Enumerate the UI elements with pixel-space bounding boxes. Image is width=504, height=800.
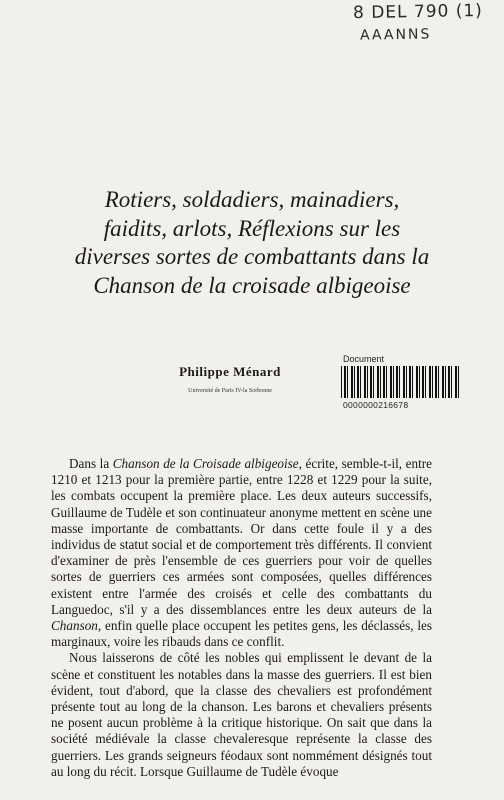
title-line: Rotiers, soldadiers, mainadiers, bbox=[104, 187, 400, 212]
title-line: diverses sortes de combattants dans la bbox=[74, 244, 430, 269]
label-title: Document bbox=[343, 354, 385, 364]
text-run: , enfin quelle place occupent les petites gens, les déclassés, les marginaux, voire les ribauds dans ce conflit. bbox=[51, 618, 432, 650]
author-affiliation: Université de Paris IV-la Sorbonne bbox=[188, 388, 272, 394]
document-label bbox=[341, 354, 461, 414]
italic-title: Chanson de la Croisade albigeoise bbox=[112, 456, 299, 471]
article-title bbox=[30, 186, 474, 300]
paragraph bbox=[51, 456, 432, 650]
italic-title: Chanson bbox=[51, 618, 98, 634]
barcode-icon bbox=[341, 366, 459, 398]
paragraph: Nous laisserons de côté les nobles qui emplissent le devant de la scène et constituent les notables dans la masse des guerriers. Il est bien évident, tout d'abord, que la classe des chevaliers est profondément présente tout au long de la chanson. Les barons et chevaliers présents ne posent aucun problème à la critique historique. On sait que dans la société médiévale la classe chevaleresque représente la classe des guerriers. Les grands seigneurs féodaux sont nommément désignés tout au long du récit. Lorsque Guillaume de Tudèle évoque bbox=[51, 650, 432, 779]
title-line: Chanson de la croisade albigeoise bbox=[93, 272, 411, 298]
text-run: , écrite, semble-t-il, entre 1210 et 1213 pour la première partie, entre 1228 et 1229 pour la suite, les combats occupent la première place. Les deux auteurs successifs, Guillaume de Tudèle et son continuateur anonyme mettent en scène une masse importante de combattants. Or dans cette foule il y a des individus de statut social et de comportement très différents. Il convient d'examiner de près l'ensemble de ces guerriers pour voir de quelles sortes de guerriers ces armées sont composées, quelles différences existent entre l'armée des croisés et celle des combattants du Languedoc, s'il y a des dissemblances entre les deux auteurs de la bbox=[51, 456, 433, 617]
barcode-number: 0000000216678 bbox=[343, 400, 409, 410]
text-run: Dans la bbox=[69, 456, 113, 471]
author-name: Philippe Ménard bbox=[179, 364, 281, 379]
handwritten-shelfmark: 8 DEL 790 (1) bbox=[352, 0, 484, 24]
body-text bbox=[51, 456, 432, 780]
handwritten-code: AAANNS bbox=[359, 26, 432, 44]
title-line: faidits, arlots, Réflexions sur les bbox=[103, 215, 401, 241]
